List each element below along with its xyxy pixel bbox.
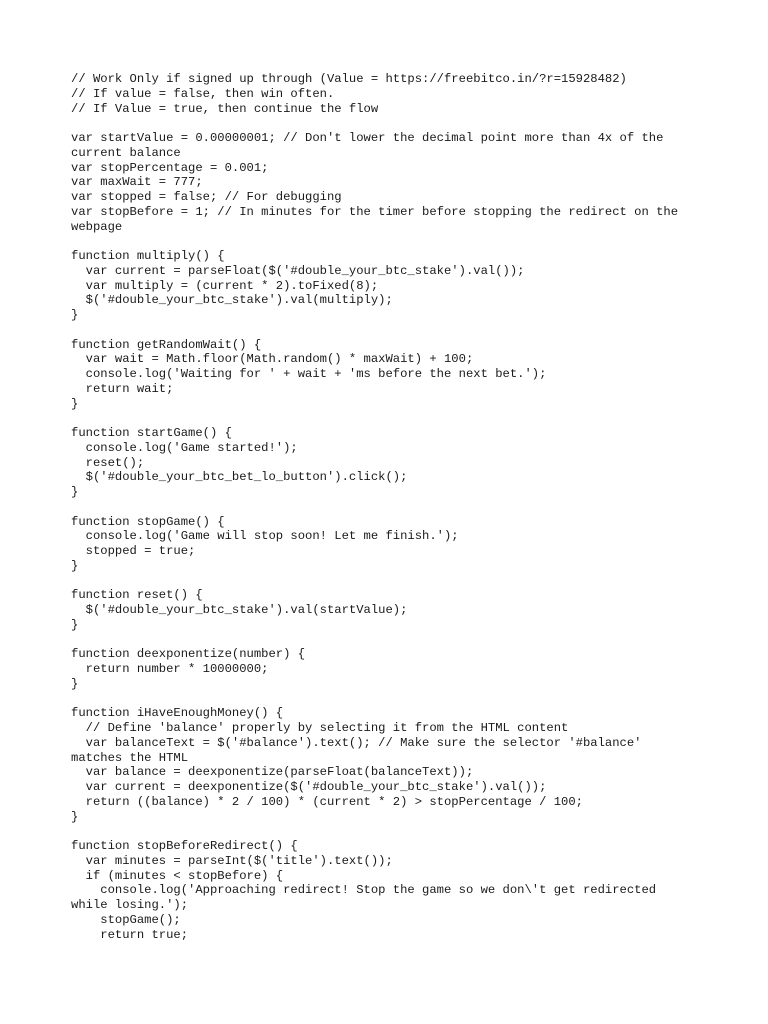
code-line: var maxWait = 777; — [71, 175, 203, 190]
code-line: function startGame() { — [71, 426, 232, 440]
code-line: } — [71, 809, 79, 824]
code-line: if (minutes < stopBefore) { — [71, 868, 284, 883]
code-line: var minutes = parseInt($('title').text()); — [71, 853, 393, 868]
code-line: $('#double_your_btc_stake').val(multiply); — [71, 293, 393, 308]
code-line: } — [71, 485, 79, 499]
code-line: function stopBeforeRedirect() { — [71, 839, 298, 853]
code-line: return wait; — [71, 381, 174, 396]
code-line: var multiply = (current * 2).toFixed(8); — [71, 278, 379, 293]
code-line: var current = deexponentize($('#double_your_btc_stake').val()); — [71, 780, 547, 794]
code-line: return true; — [71, 927, 189, 942]
blank-line — [71, 116, 703, 131]
code-line: console.log('Game started!'); — [71, 440, 298, 455]
code-line: } — [71, 676, 79, 691]
blank-line — [71, 500, 703, 515]
code-line: function stopGame() { — [71, 514, 225, 529]
code-line: var stopBefore = 1; // In minutes for the timer before stopping the redirect on the — [71, 204, 679, 219]
code-line: function multiply() { — [71, 249, 225, 263]
code-line: // Work Only if signed up through (Value = https://freebitco.in/?r=15928482) — [71, 72, 627, 86]
code-line: } — [71, 396, 79, 411]
code-line: // Define 'balance' properly by selecting it from the HTML content — [71, 721, 569, 735]
code-line: // If value = false, then win often. — [71, 86, 335, 101]
code-line: $('#double_your_btc_bet_lo_button').click(); — [71, 470, 408, 485]
code-line: while losing.'); — [71, 898, 189, 912]
blank-line — [71, 692, 703, 707]
code-line: function deexponentize(number) { — [71, 647, 306, 662]
code-line: // If Value = true, then continue the flow — [71, 101, 379, 116]
blank-line — [71, 824, 703, 839]
code-line: $('#double_your_btc_stake').val(startValue); — [71, 603, 408, 617]
code-line: var current = parseFloat($('#double_your_btc_stake').val()); — [71, 263, 525, 278]
code-line: console.log('Waiting for ' + wait + 'ms before the next bet.'); — [71, 367, 547, 381]
code-line: reset(); — [71, 455, 145, 470]
code-block — [71, 72, 703, 942]
code-line: } — [71, 308, 79, 322]
blank-line — [71, 574, 703, 589]
code-line: var startValue = 0.00000001; // Don't lower the decimal point more than 4x of the — [71, 131, 664, 145]
code-line: console.log('Game will stop soon! Let me finish.'); — [71, 529, 459, 544]
code-line: function getRandomWait() { — [71, 337, 262, 352]
code-line: var balanceText = $('#balance').text(); // Make sure the selector '#balance' — [71, 735, 642, 750]
code-line: matches the HTML — [71, 750, 189, 765]
blank-line — [71, 234, 703, 249]
code-line: } — [71, 617, 79, 632]
code-line: function reset() { — [71, 588, 203, 603]
code-line: console.log('Approaching redirect! Stop the game so we don\'t get redirected — [71, 883, 657, 898]
code-line: webpage — [71, 219, 123, 234]
code-line: return ((balance) * 2 / 100) * (current * 2) > stopPercentage / 100; — [71, 794, 583, 809]
code-line: return number * 10000000; — [71, 662, 269, 676]
code-line: function iHaveEnoughMoney() { — [71, 706, 284, 721]
code-line: stopGame(); — [71, 912, 181, 927]
code-line: var wait = Math.floor(Math.random() * maxWait) + 100; — [71, 352, 474, 367]
blank-line — [71, 633, 703, 648]
blank-line — [71, 323, 703, 338]
code-line: stopped = true; — [71, 544, 196, 558]
code-line: current balance — [71, 145, 181, 160]
blank-line — [71, 411, 703, 426]
code-line: var balance = deexponentize(parseFloat(balanceText)); — [71, 765, 474, 780]
code-line: var stopped = false; // For debugging — [71, 190, 342, 204]
code-line: } — [71, 558, 79, 573]
code-line: var stopPercentage = 0.001; — [71, 160, 269, 175]
